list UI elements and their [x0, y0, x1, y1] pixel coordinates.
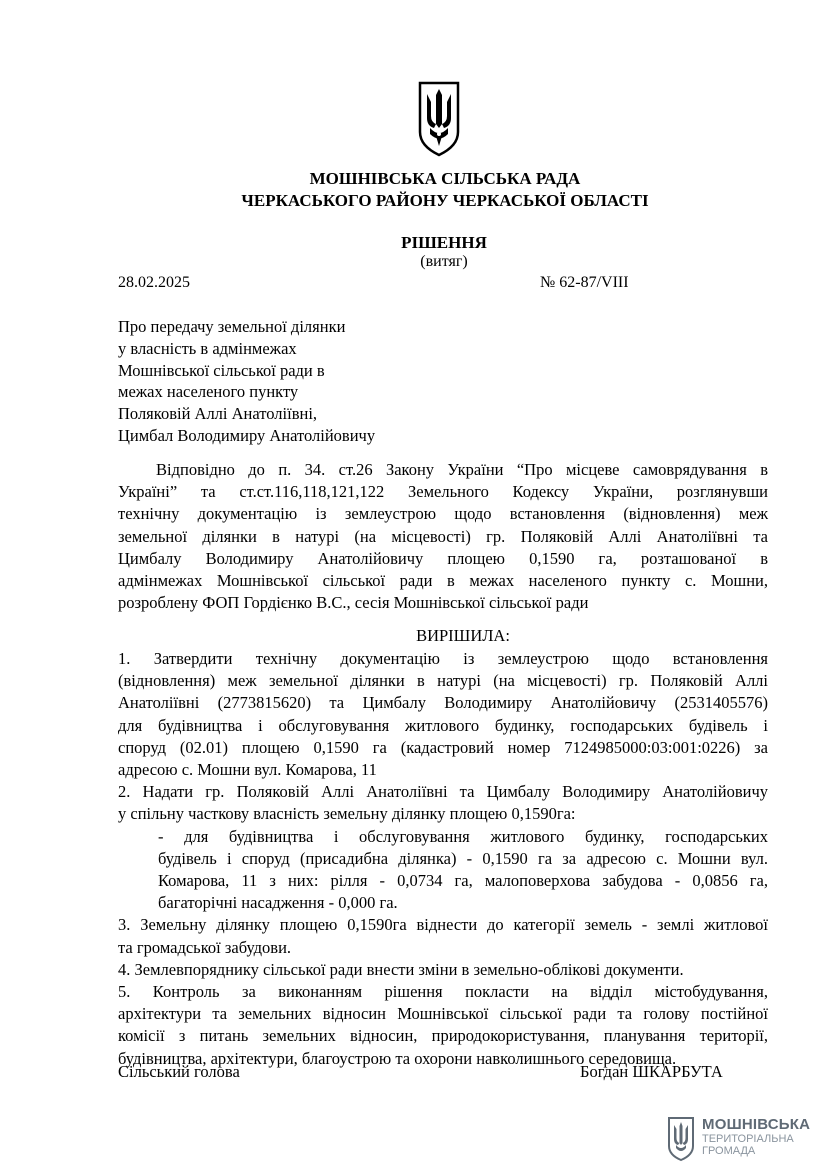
decision-items	[118, 648, 768, 1070]
subject-line: у власність в адмінмежах	[118, 338, 297, 358]
preamble-paragraph	[118, 459, 768, 614]
logo-subtitle-line: ТЕРИТОРІАЛЬНА	[702, 1133, 794, 1145]
item-line: споруд (02.01) площею 0,1590 га (кадастровий номер 7124985000:03:001:0226) за	[118, 737, 768, 757]
preamble-line: технічну документацію із землеустрою щодо встановлення (відновлення) меж	[118, 504, 768, 524]
doc-subtitle: (витяг)	[420, 253, 468, 270]
signer-position: Сільський голова	[118, 1062, 240, 1081]
item-line: для будівництва і обслуговування житлового будинку, господарських будівель і	[118, 715, 768, 735]
subitem-line: Комарова, 11 з них: рілля - 0,0734 га, малоповерхова забудова - 0,0856 га,	[158, 871, 768, 891]
doc-title: РІШЕННЯ	[401, 233, 487, 252]
subitem-line: - для будівництва і обслуговування житлового будинку, господарських	[158, 826, 768, 846]
trident-logo-icon	[666, 1116, 696, 1162]
item-line: будівництва, архітектури, благоустрою та охорони навколишнього середовища.	[118, 1048, 677, 1068]
district-name: ЧЕРКАСЬКОГО РАЙОНУ ЧЕРКАСЬКОЇ ОБЛАСТІ	[241, 191, 649, 210]
item-2-subitem	[118, 826, 768, 915]
decision-subject	[118, 316, 375, 447]
logo-subtitle-line: ГРОМАДА	[702, 1145, 756, 1157]
item-line: у спільну часткову власність земельну ділянку площею 0,1590га:	[118, 804, 576, 824]
item-line: комісії з питань земельних відносин, природокористування, планування території,	[118, 1026, 768, 1046]
preamble-line: адмінмежах Мошнівської сільської ради в межах населеного пункту с. Мошни,	[118, 571, 768, 591]
subject-line: Поляковій Аллі Анатоліївні,	[118, 404, 318, 424]
preamble-line: розроблену ФОП Гордієнко В.С., сесія Мошнівської сільської ради	[118, 593, 589, 613]
item-line: 2. Надати гр. Поляковій Аллі Анатоліївні та Цимбалу Володимиру Анатолійовичу	[118, 782, 768, 802]
item-line: 5. Контроль за виконанням рішення покласти на відділ містобудування,	[118, 982, 768, 1002]
subject-line: Цимбал Володимиру Анатолійовичу	[118, 425, 376, 445]
decision-number: № 62-87/VIII	[540, 274, 629, 291]
item-line: архітектури та земельних відносин Мошнівської сільської ради та голову постійної	[118, 1004, 768, 1024]
subject-line: Мошнівської сільської ради в	[118, 360, 325, 380]
decided-heading: ВИРІШИЛА:	[416, 626, 510, 645]
preamble-line: земельної ділянки в натурі (на місцевості) гр. Поляковій Аллі Анатоліївні та	[118, 526, 768, 546]
preamble-line: Цимбалу Володимиру Анатолійовичу площею 0,1590 га, розташованої в	[118, 548, 768, 568]
subject-line: межах населеного пункту	[118, 382, 299, 402]
item-line: адресою с. Мошни вул. Комарова, 11	[118, 760, 377, 780]
item-line: та громадської забудови.	[118, 937, 292, 957]
item-line: 1. Затвердити технічну документацію із землеустрою щодо встановлення	[118, 649, 768, 668]
community-logo	[666, 1116, 816, 1164]
subitem-line: багаторічні насадження - 0,000 га.	[158, 893, 398, 913]
logo-subtitle	[702, 1133, 794, 1157]
item-line: (відновлення) меж земельної ділянки в натурі (на місцевості) гр. Поляковій Аллі	[118, 671, 768, 691]
coat-of-arms-emblem	[414, 80, 464, 158]
preamble-line: Відповідно до п. 34. ст.26 Закону України “Про місцеве самоврядування в	[156, 460, 768, 479]
decision-date: 28.02.2025	[118, 274, 190, 291]
item-line: Анатоліївні (2773815620) та Цимбалу Володимиру Анатолійовичу (2531405576)	[118, 693, 768, 713]
signer-name: Богдан ШКАРБУТА	[580, 1062, 723, 1081]
item-line: 3. Земельну ділянку площею 0,1590га віднести до категорії земель - землі житлової	[118, 915, 768, 935]
subitem-line: будівель і споруд (присадибна ділянка) - 0,1590 га за адресою с. Мошни вул.	[158, 848, 768, 868]
council-name: МОШНІВСЬКА СІЛЬСЬКА РАДА	[309, 169, 581, 188]
item-line: 4. Землевпоряднику сільської ради внести зміни в земельно-облікові документи.	[118, 959, 684, 979]
preamble-line: Україні” та ст.ст.116,118,121,122 Земельного Кодексу України, розглянувши	[118, 482, 768, 502]
subject-line: Про передачу земельної ділянки	[118, 317, 346, 336]
logo-title: МОШНІВСЬКА	[702, 1116, 811, 1133]
